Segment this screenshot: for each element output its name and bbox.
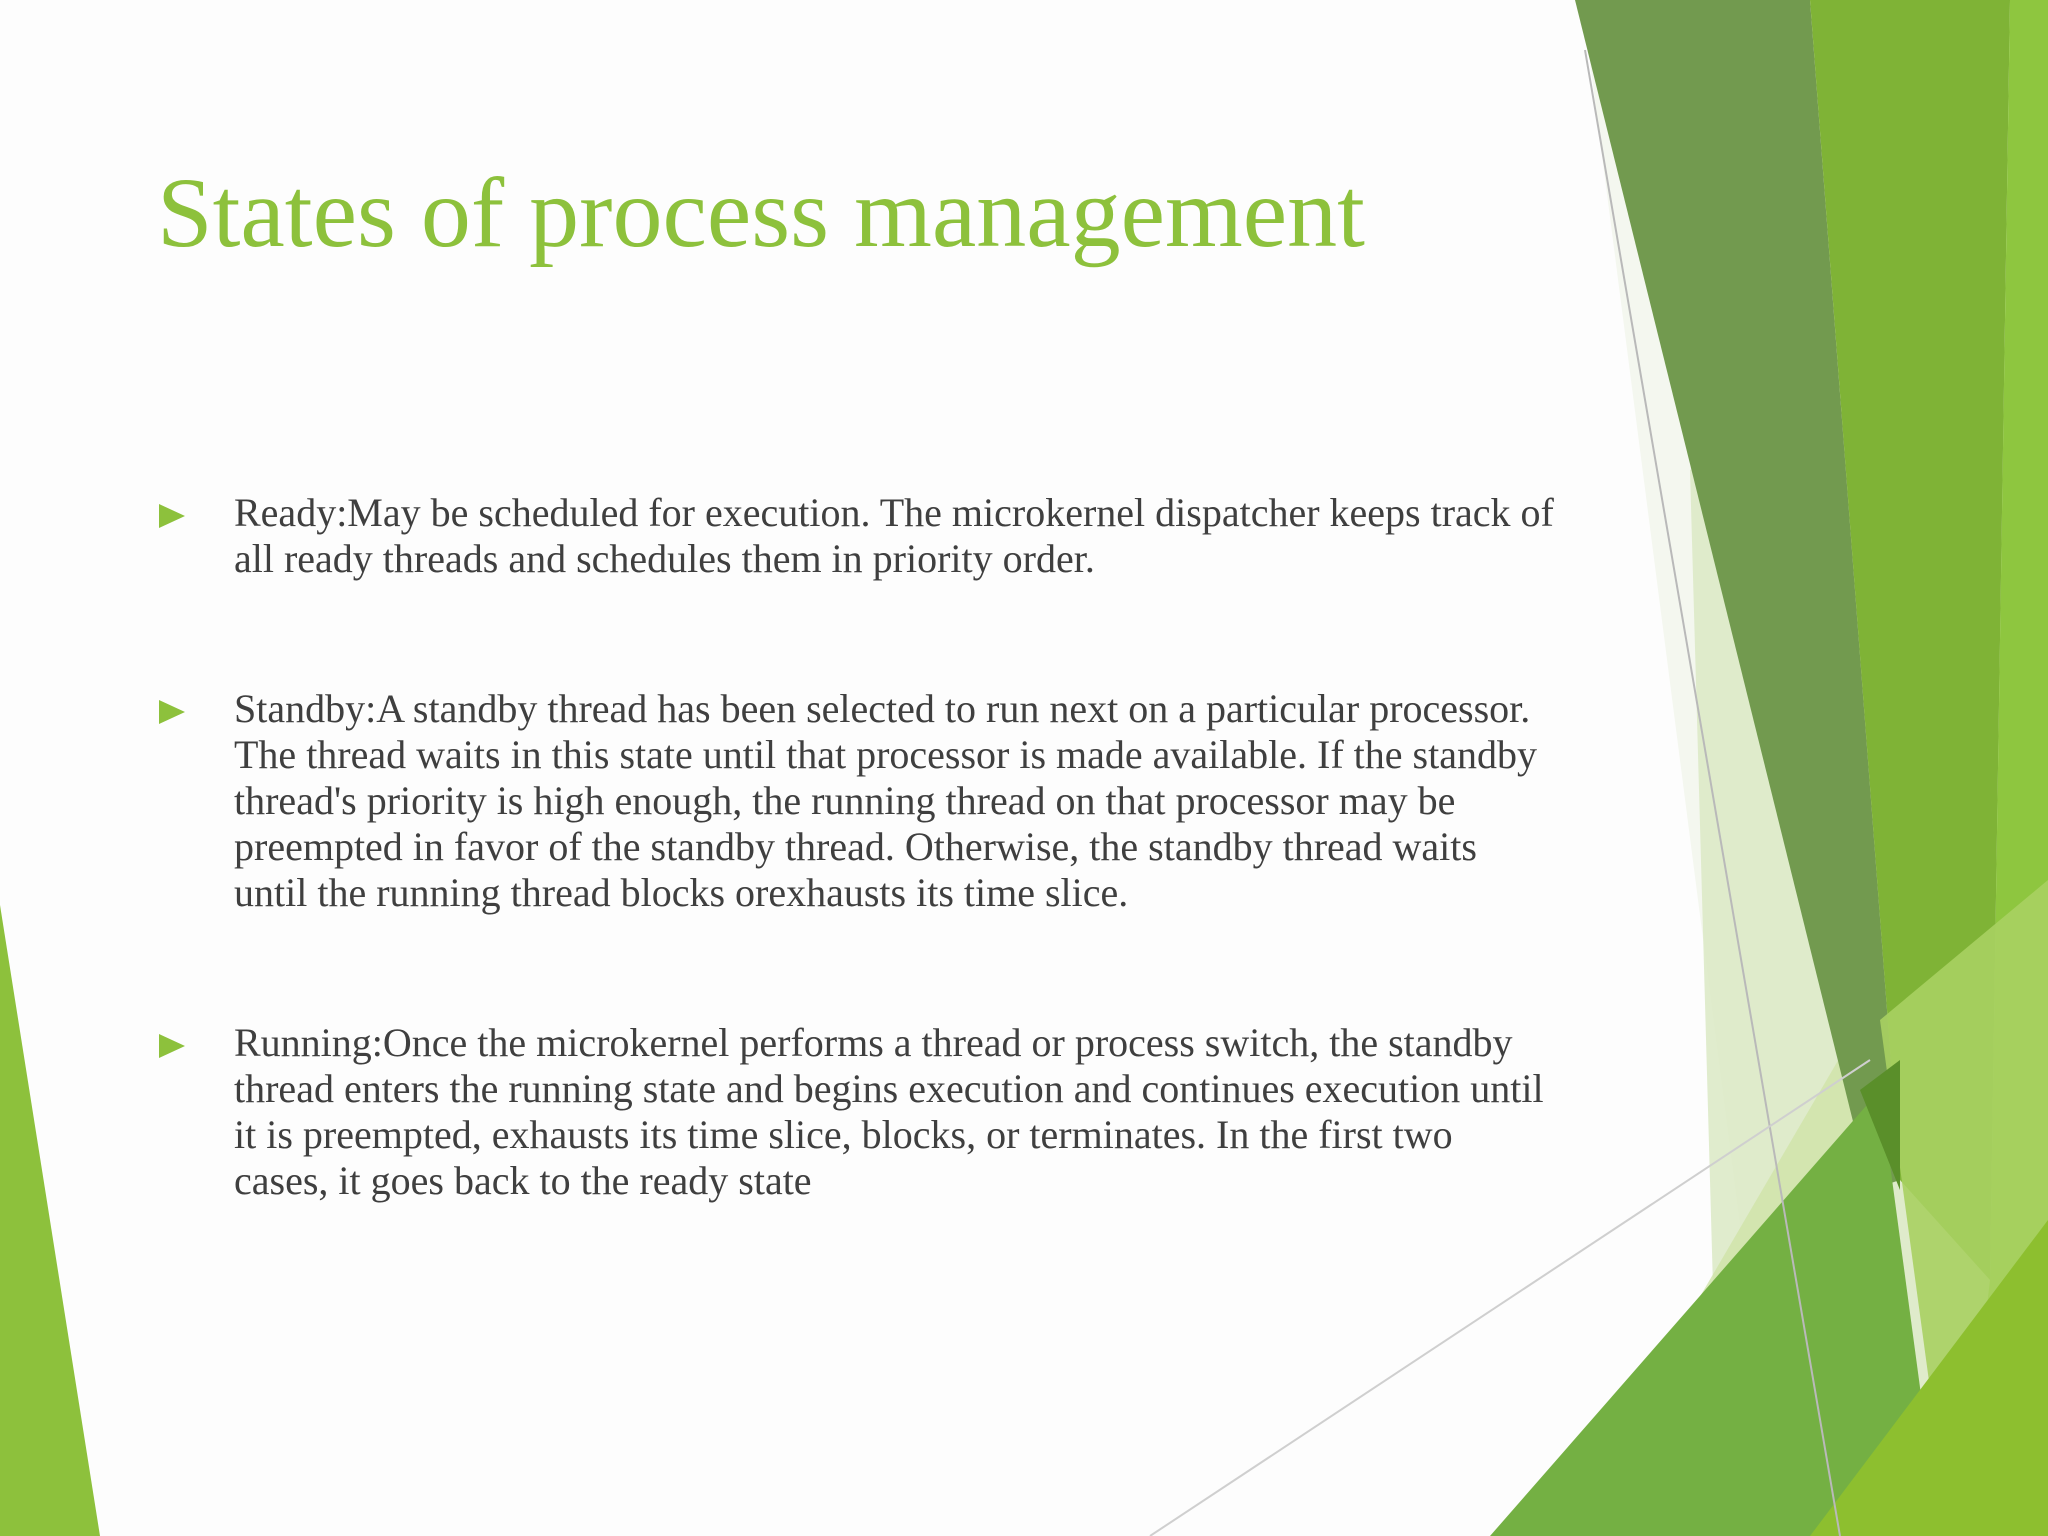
triangle-right-icon: [159, 1034, 185, 1058]
bullet-text-standby: Standby:A standby thread has been selected to run next on a particular processor. The thread waits in this state until that processor is made available. If the standby thread's priority is high enough, the running thread on that processor may be preempted in favor of the standby thread. Otherwise, the standby thread waits until the running thread blocks orexhausts its time slice.: [234, 686, 1537, 915]
bullet-list: [157, 490, 1557, 1204]
bullet-running: [157, 1020, 1557, 1204]
bullet-ready: [157, 490, 1557, 582]
triangle-right-icon: [159, 700, 185, 724]
triangle-right-icon: [159, 504, 185, 528]
bullet-standby: [157, 686, 1557, 916]
bullet-text-running: Running:Once the microkernel performs a thread or process switch, the standby thread enters the running state and begins execution and continues execution until it is preempted, exhausts its time slice, blocks, or terminates. In the first two cases, it goes back to the ready state: [234, 1020, 1544, 1203]
slide-title: States of process management: [157, 157, 1365, 268]
bullet-text-ready: Ready:May be scheduled for execution. The microkernel dispatcher keeps track of all ready threads and schedules them in priority order.: [234, 490, 1554, 581]
left-green-shard: [0, 905, 100, 1536]
